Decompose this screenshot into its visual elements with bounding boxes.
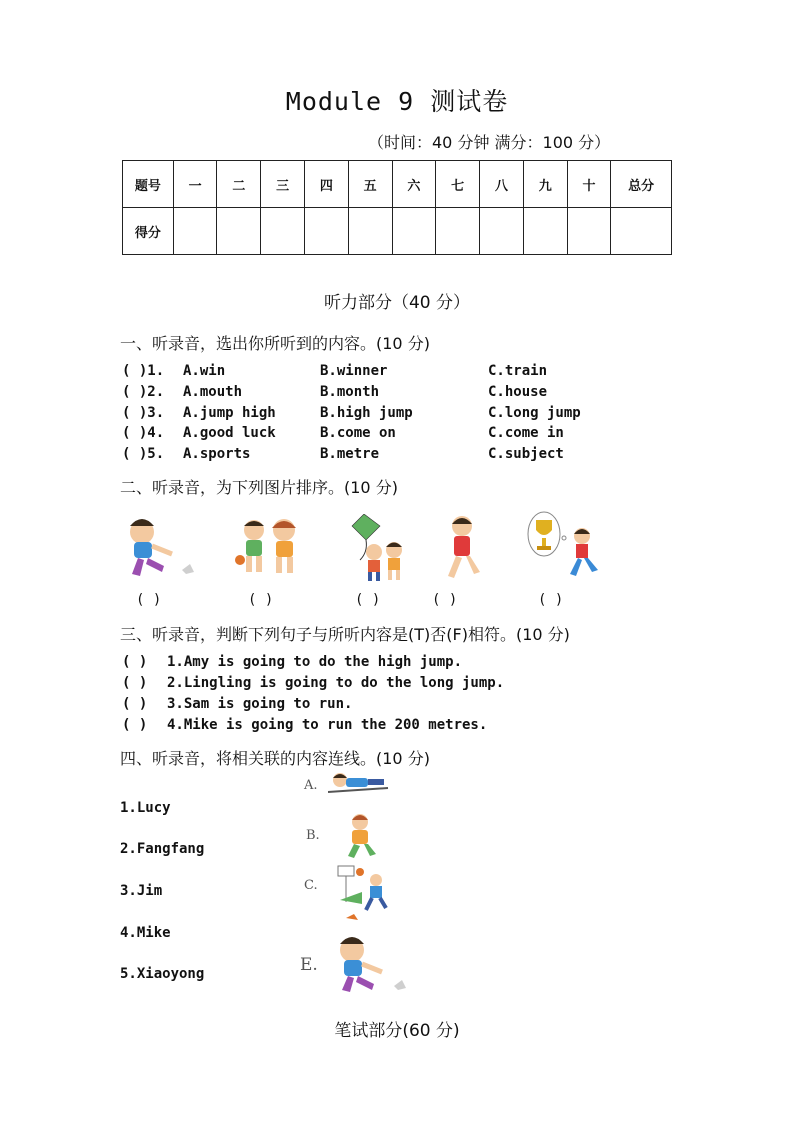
option-c: C.come in [488,425,564,441]
written-section-title: 笔试部分(60 分) [334,1021,460,1041]
option-a: A.sports [183,446,251,462]
answer-paren: ( ) [122,717,148,733]
score-blank [567,208,611,255]
option-a: A.mouth [183,384,243,400]
q4-heading: 四、听录音，将相关联的内容连线。(10 分) [120,749,430,768]
option-letter: E. [300,955,318,975]
option-c: C.subject [488,446,564,462]
basketball-picture [332,862,392,924]
name-item: 5.Xiaoyong [120,966,205,982]
boy-jumping-picture [120,512,200,582]
option-c: C.house [488,384,548,400]
answer-paren: ( ) [122,654,148,670]
high-jump-picture [328,770,390,804]
kids-flying-kite-picture [348,514,414,582]
score-cell: 五 [348,161,392,208]
option-letter: B. [306,828,320,843]
boy-long-jump-picture [330,932,414,996]
answer-paren: ( ) [248,592,274,608]
option-a: A.win [183,363,226,379]
score-cell: 题号 [123,161,174,208]
score-table [122,160,672,255]
statement: 1.Amy is going to do the high jump. [167,654,463,670]
answer-paren: ( )3. [122,405,165,421]
score-blank [523,208,567,255]
option-b: B.high jump [320,405,413,421]
answer-paren: ( )2. [122,384,165,400]
score-cell: 三 [261,161,305,208]
girl-running-picture [440,512,484,584]
score-blank [173,208,217,255]
q2-heading: 二、听录音，为下列图片排序。(10 分) [120,478,398,497]
answer-paren: ( ) [122,696,148,712]
answer-paren: ( ) [538,592,564,608]
girls-playing-basketball-picture [232,514,308,580]
name-item: 3.Jim [120,883,163,899]
time-score-info: （时间：40 分钟 满分：100 分） [368,133,611,152]
score-cell: 总分 [611,161,672,208]
score-blank [217,208,261,255]
option-b: B.come on [320,425,396,441]
option-letter: A. [304,778,318,793]
score-blank [261,208,305,255]
option-b: B.winner [320,363,388,379]
answer-paren: ( ) [432,592,458,608]
q3-heading: 三、听录音，判断下列句子与所听内容是(T)否(F)相符。(10 分) [120,625,570,644]
statement: 4.Mike is going to run the 200 metres. [167,717,488,733]
answer-paren: ( )1. [122,363,165,379]
score-blank [392,208,436,255]
score-cell: 二 [217,161,261,208]
option-a: A.good luck [183,425,276,441]
option-b: B.metre [320,446,380,462]
name-item: 4.Mike [120,925,171,941]
answer-paren: ( ) [355,592,381,608]
option-c: C.long jump [488,405,581,421]
score-blank [436,208,480,255]
score-label: 得分 [123,208,174,255]
score-blank [611,208,672,255]
score-cell: 一 [173,161,217,208]
q1-heading: 一、听录音，选出你所听到的内容。(10 分) [120,334,430,353]
score-cell: 六 [392,161,436,208]
answer-paren: ( ) [136,592,162,608]
answer-paren: ( )4. [122,425,165,441]
option-c: C.train [488,363,548,379]
statement: 3.Sam is going to run. [167,696,353,712]
girl-jumping-picture [340,812,380,860]
score-table-score-row [123,208,672,255]
score-blank [305,208,349,255]
name-item: 1.Lucy [120,800,171,816]
score-cell: 七 [436,161,480,208]
score-blank [348,208,392,255]
listening-section-title: 听力部分（40 分） [323,293,471,313]
option-letter: C. [304,878,318,893]
score-cell: 十 [567,161,611,208]
name-item: 2.Fangfang [120,841,205,857]
score-blank [480,208,524,255]
page-title: Module 9 测试卷 [285,87,509,116]
score-cell: 九 [523,161,567,208]
statement: 2.Lingling is going to do the long jump. [167,675,505,691]
option-a: A.jump high [183,405,276,421]
score-cell: 八 [480,161,524,208]
score-table-header-row [123,161,672,208]
girl-running-to-trophy-picture [526,510,608,582]
answer-paren: ( ) [122,675,148,691]
answer-paren: ( )5. [122,446,165,462]
option-b: B.month [320,384,380,400]
score-cell: 四 [305,161,349,208]
